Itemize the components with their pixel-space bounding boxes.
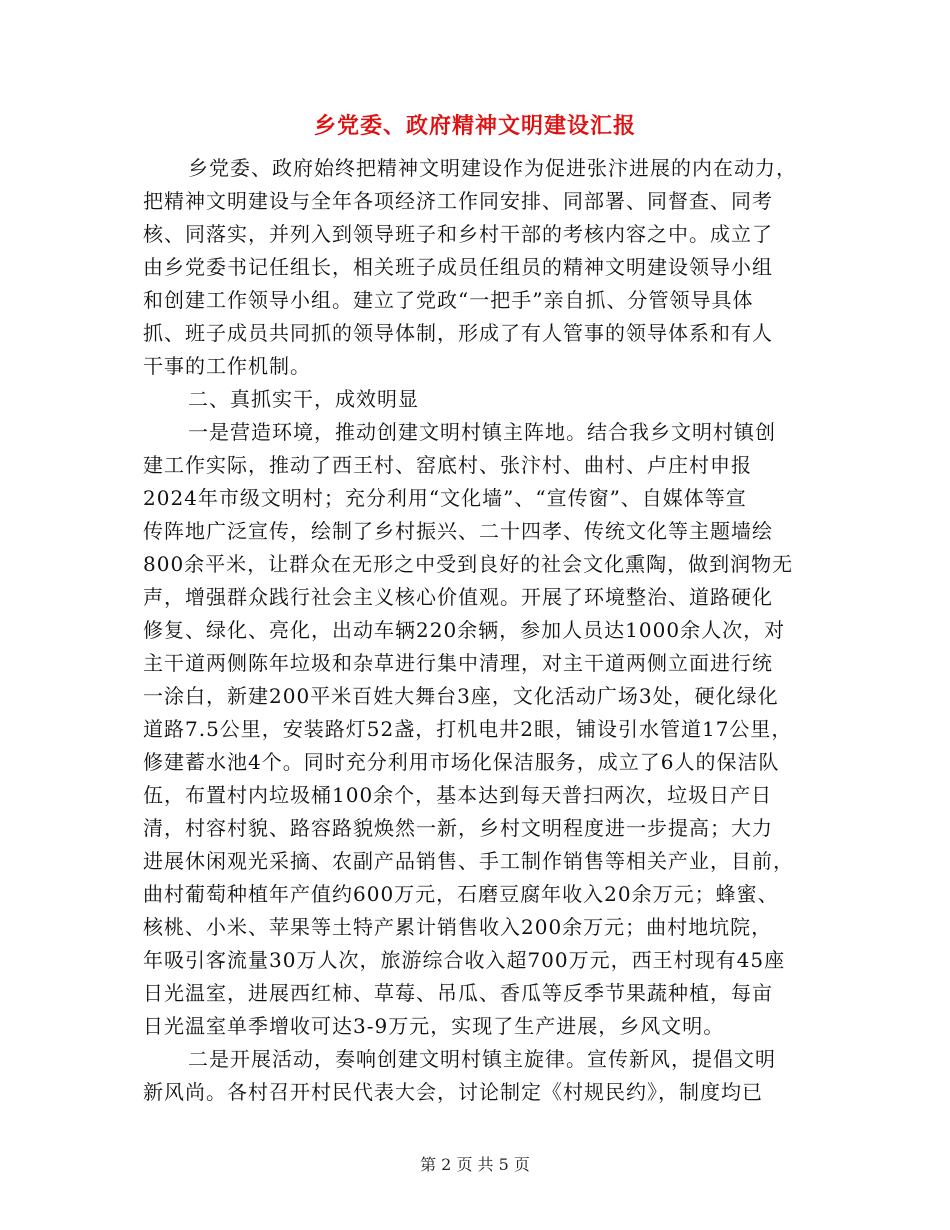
paragraph-line: 把精神文明建设与全年各项经济工作同安排、同部署、同督查、同考: [143, 189, 773, 213]
paragraph-line: 修复、绿化、亮化，出动车辆220余辆，参加人员达1000余人次，对: [143, 618, 786, 642]
paragraph-line: 和创建工作领导小组。建立了党政“一把手”亲自抓、分管领导具体: [143, 288, 754, 312]
paragraph-line: 一涂白，新建200平米百姓大舞台3座，文化活动广场3处，硬化绿化: [143, 684, 779, 708]
paragraph-line: 年吸引客流量30万人次，旅游综合收入超700万元，西王村现有45座: [143, 948, 786, 972]
paragraph-line: 修建蓄水池4个。同时充分利用市场化保洁服务，成立了6人的保洁队: [143, 750, 780, 774]
paragraph-line: 主干道两侧陈年垃圾和杂草进行集中清理，对主干道两侧立面进行统: [143, 651, 773, 675]
paragraph-line: 干事的工作机制。: [143, 354, 311, 378]
paragraph-line: 建工作实际，推动了西王村、窑底村、张汴村、曲村、卢庄村申报: [143, 453, 752, 477]
paragraph-line: 日光温室单季增收可达3-9万元，实现了生产进展，乡风文明。: [143, 1014, 725, 1038]
paragraph-line: 核桃、小米、苹果等土特产累计销售收入200余万元；曲村地坑院，: [143, 915, 773, 939]
section-heading: 二、真抓实干，成效明显: [188, 387, 419, 411]
paragraph-line: 抓、班子成员共同抓的领导体制，形成了有人管事的领导体系和有人: [143, 321, 773, 345]
paragraph-line: 清，村容村貌、路容路貌焕然一新，乡村文明程度进一步提高；大力: [143, 816, 773, 840]
paragraph-line: 声，增强群众践行社会主义核心价值观。开展了环境整治、道路硬化: [143, 585, 773, 609]
paragraph-line: 800余平米，让群众在无形之中受到良好的社会文化熏陶，做到润物无: [143, 552, 794, 576]
page-number: 第 2 页 共 5 页: [420, 1155, 530, 1174]
paragraph-line: 由乡党委书记任组长，相关班子成员任组员的精神文明建设领导小组: [143, 255, 773, 279]
paragraph-line: 新风尚。各村召开村民代表大会，讨论制定《村规民约》，制度均已: [143, 1080, 763, 1104]
paragraph-line: 乡党委、政府始终把精神文明建设作为促进张汴进展的内在动力，: [188, 156, 797, 180]
paragraph-line: 伍，布置村内垃圾桶100余个，基本达到每天普扫两次，垃圾日产日: [143, 783, 773, 807]
paragraph-line: 曲村葡萄种植年产值约600万元，石磨豆腐年收入20余万元；蜂蜜、: [143, 882, 779, 906]
document-title: 乡党委、政府精神文明建设汇报: [313, 113, 636, 139]
paragraph-line: 日光温室，进展西红柿、草莓、吊瓜、香瓜等反季节果蔬种植，每亩: [143, 981, 773, 1005]
paragraph-line: 进展休闲观光采摘、农副产品销售、手工制作销售等相关产业，目前，: [143, 849, 794, 873]
document-body: [143, 152, 813, 1109]
paragraph-line: 道路7.5公里，安装路灯52盏，打机电井2眼，铺设引水管道17公里，: [143, 717, 793, 741]
paragraph-line: 2024年市级文明村；充分利用“文化墙”、“宣传窗”、自媒体等宣: [143, 486, 747, 510]
paragraph-line: 一是营造环境，推动创建文明村镇主阵地。结合我乡文明村镇创: [188, 420, 776, 444]
paragraph-line: 传阵地广泛宣传，绘制了乡村振兴、二十四孝、传统文化等主题墙绘: [143, 519, 773, 543]
paragraph-line: 二是开展活动，奏响创建文明村镇主旋律。宣传新风，提倡文明: [188, 1047, 776, 1071]
paragraph-line: 核、同落实，并列入到领导班子和乡村干部的考核内容之中。成立了: [143, 222, 773, 246]
